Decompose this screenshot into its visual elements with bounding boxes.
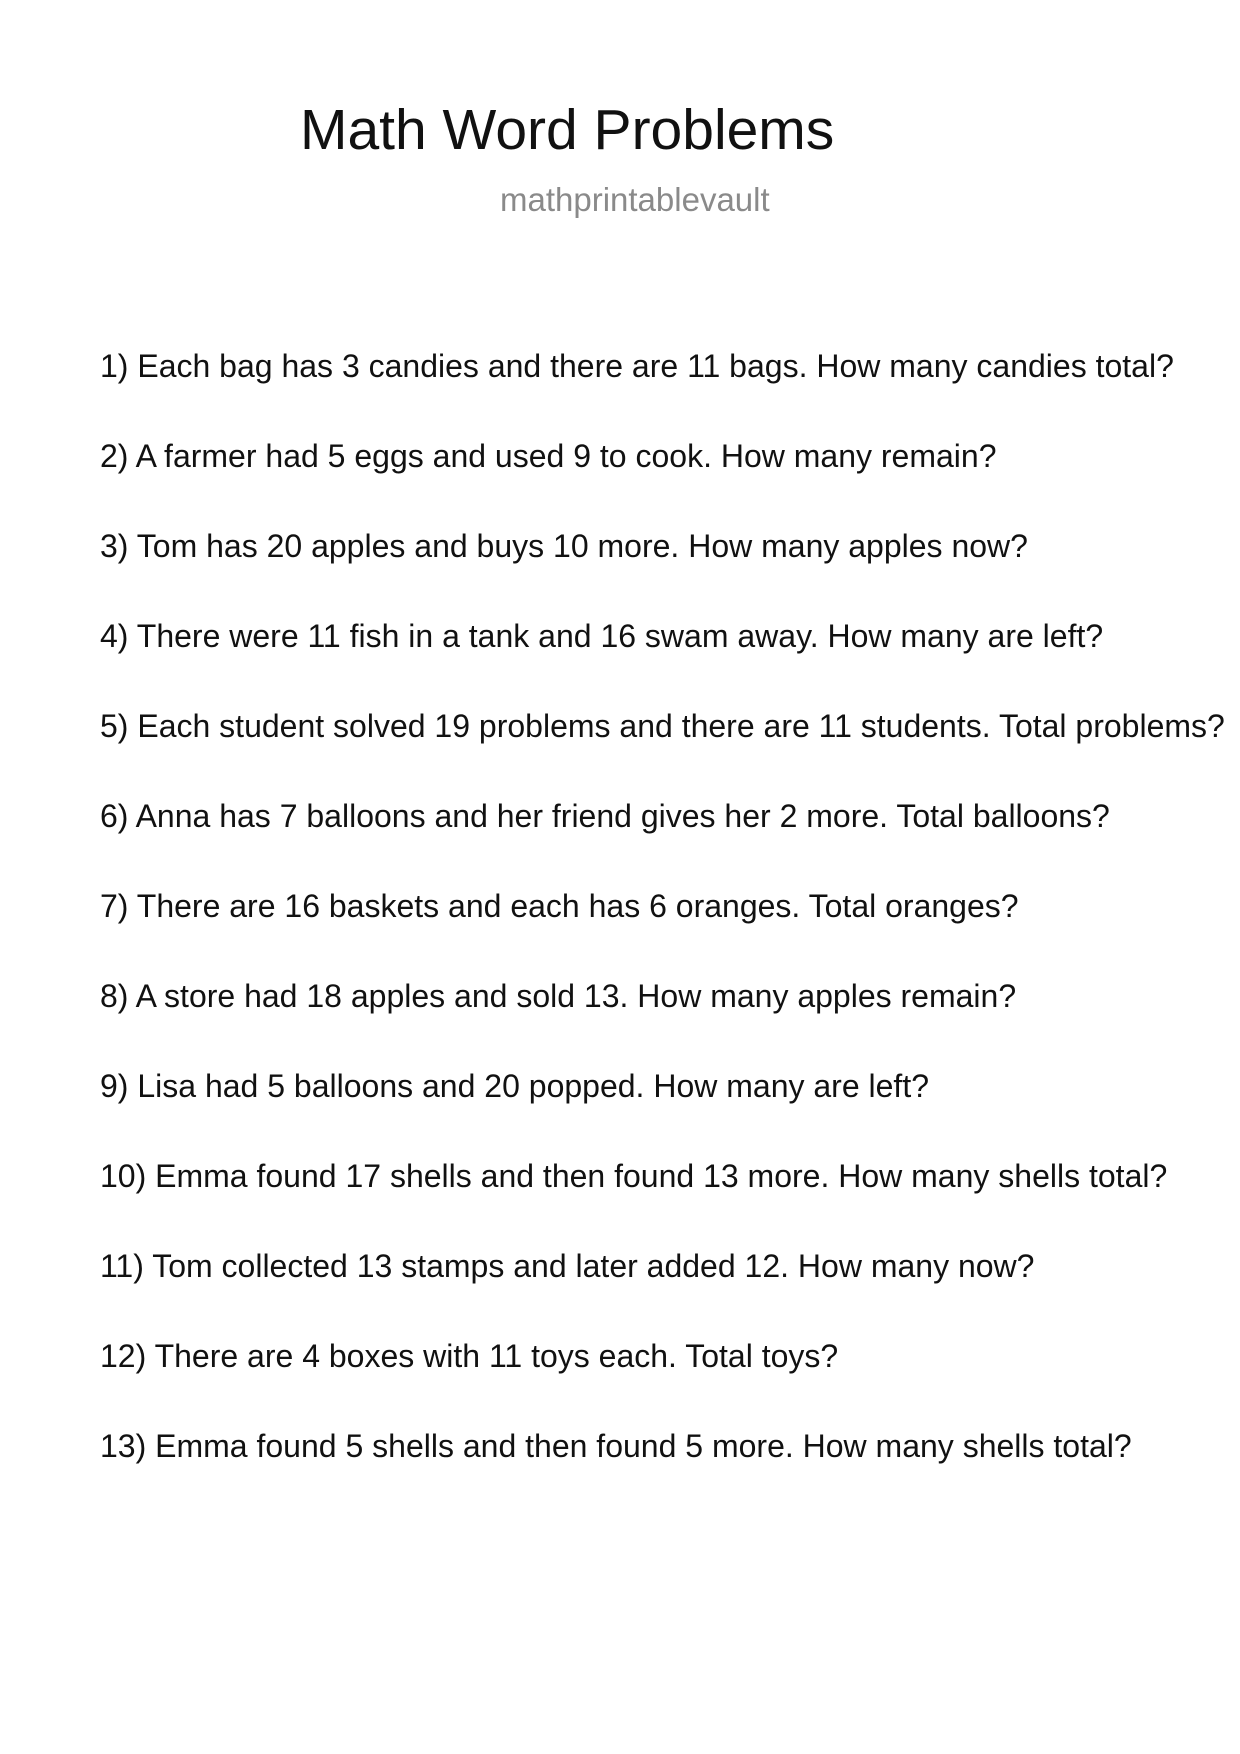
problem-item: 3) Tom has 20 apples and buys 10 more. How many apples now?: [100, 528, 1028, 564]
page-title: Math Word Problems: [300, 98, 835, 162]
problem-item: 8) A store had 18 apples and sold 13. How many apples remain?: [100, 978, 1017, 1014]
problem-item: 9) Lisa had 5 balloons and 20 popped. How many are left?: [100, 1068, 929, 1104]
problem-item: 12) There are 4 boxes with 11 toys each. Total toys?: [100, 1338, 839, 1374]
problem-item: 11) Tom collected 13 stamps and later added 12. How many now?: [100, 1248, 1035, 1284]
problem-item: 6) Anna has 7 balloons and her friend gives her 2 more. Total balloons?: [100, 798, 1110, 834]
problem-list: [100, 346, 1240, 1516]
problem-item: 10) Emma found 17 shells and then found 13 more. How many shells total?: [100, 1158, 1168, 1194]
problem-item: 13) Emma found 5 shells and then found 5 more. How many shells total?: [100, 1428, 1132, 1464]
problem-item: 7) There are 16 baskets and each has 6 oranges. Total oranges?: [100, 888, 1019, 924]
publisher-subtitle: mathprintablevault: [500, 181, 770, 218]
problem-item: 1) Each bag has 3 candies and there are 11 bags. How many candies total?: [100, 348, 1174, 384]
problem-item: 5) Each student solved 19 problems and there are 11 students. Total problems?: [100, 708, 1225, 744]
problem-item: 2) A farmer had 5 eggs and used 9 to cook. How many remain?: [100, 438, 997, 474]
problem-item: 4) There were 11 fish in a tank and 16 swam away. How many are left?: [100, 618, 1104, 654]
